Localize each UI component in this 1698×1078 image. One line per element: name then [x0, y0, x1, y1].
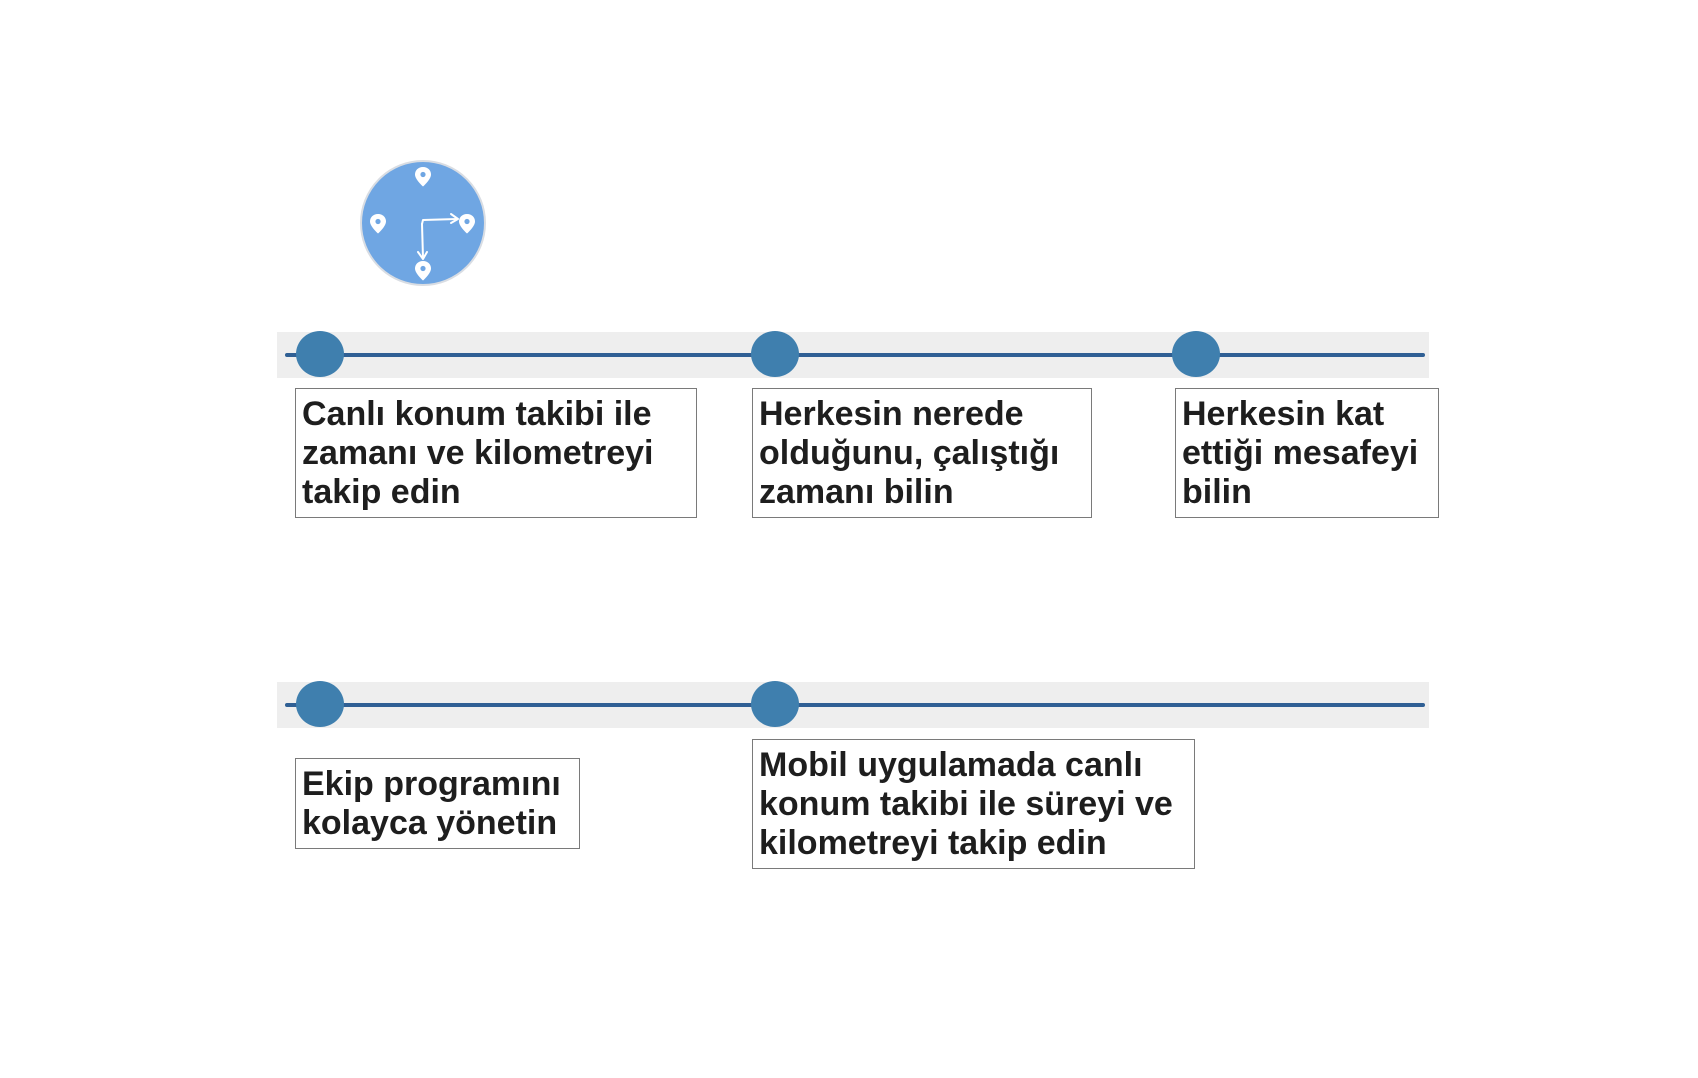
card-line: Mobil uygulamada canlı — [759, 746, 1143, 784]
feature-card — [1175, 388, 1439, 518]
card-line: kilometreyi takip edin — [759, 824, 1107, 862]
card-line: zamanı bilin — [759, 473, 954, 511]
timeline-track-1 — [277, 332, 1429, 378]
feature-card — [295, 758, 580, 849]
timeline-node-1-2 — [751, 331, 799, 377]
card-line: konum takibi ile süreyi ve — [759, 785, 1173, 823]
card-line: Herkesin kat — [1182, 395, 1385, 433]
card-line: ettiği mesafeyi — [1182, 434, 1419, 472]
location-route-icon — [360, 160, 486, 286]
card-line: kolayca yönetin — [302, 804, 558, 842]
feature-card — [752, 388, 1092, 518]
timeline-node-1-3 — [1172, 331, 1220, 377]
card-line: takip edin — [302, 473, 461, 511]
feature-card — [295, 388, 697, 518]
card-line: zamanı ve kilometreyi — [302, 434, 654, 472]
card-line: bilin — [1182, 473, 1252, 511]
timeline-track-2 — [277, 682, 1429, 728]
timeline-node-2-1 — [296, 681, 344, 727]
location-route-graphic — [362, 162, 484, 284]
timeline-node-1-1 — [296, 331, 344, 377]
card-line: Herkesin nerede — [759, 395, 1024, 433]
card-line: Canlı konum takibi ile — [302, 395, 652, 433]
feature-card — [752, 739, 1195, 869]
card-line: olduğunu, çalıştığı — [759, 434, 1060, 472]
timeline-node-2-2 — [751, 681, 799, 727]
card-line: Ekip programını — [302, 765, 561, 803]
timeline-line-1 — [285, 353, 1425, 357]
timeline-line-2 — [285, 703, 1425, 707]
